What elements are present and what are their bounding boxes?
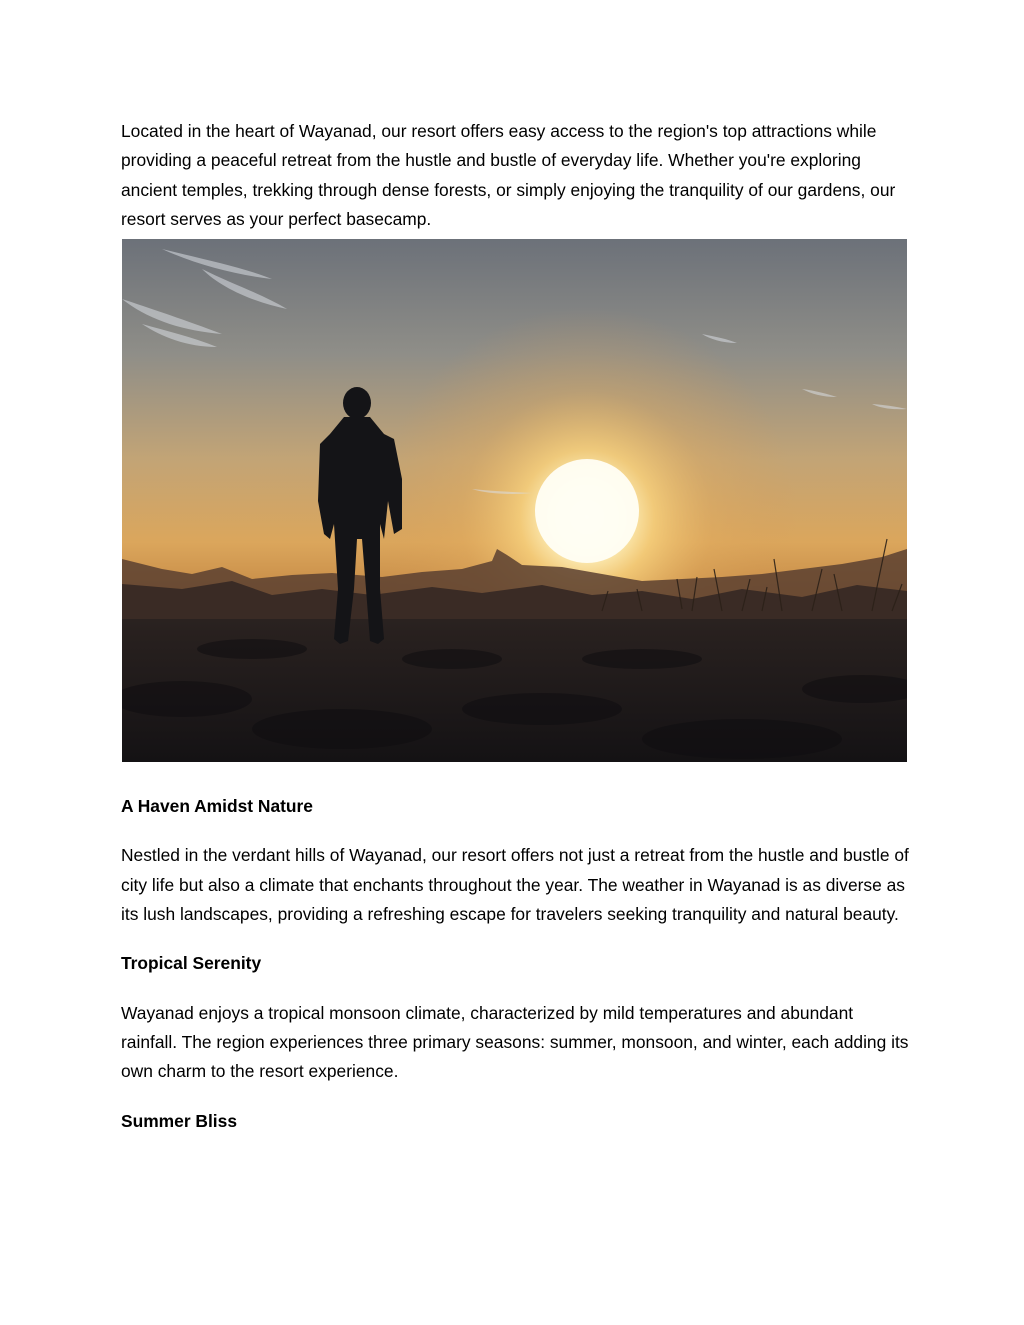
intro-paragraph: Located in the heart of Wayanad, our resort offers easy access to the region's top attractions while providing a peaceful retreat from the hustle and bustle of everyday life. Whether you're exploring ancient temples, trekking through dense forests, or simply enjoying the tranquility of our gardens, our resort serves as your perfect basecamp.	[121, 121, 896, 229]
section-heading-summer: Summer Bliss	[121, 1110, 237, 1131]
section-heading-tropical: Tropical Serenity	[121, 953, 262, 974]
section-heading-haven: A Haven Amidst Nature	[121, 796, 313, 817]
document-page	[121, 117, 911, 1136]
section-body-haven: Nestled in the verdant hills of Wayanad, our resort offers not just a retreat from the hustle and bustle of city life but also a climate that enchants throughout the year. The weather in Wayanad is as diverse as its lush landscapes, providing a refreshing escape for travelers seeking tranquility and natural beauty.	[121, 845, 909, 925]
section-body-tropical: Wayanad enjoys a tropical monsoon climate, characterized by mild temperatures and abundant rainfall. The region experiences three primary seasons: summer, monsoon, and winter, each adding its own charm to the resort experience.	[121, 1002, 909, 1082]
sunset-hiker-photo	[122, 239, 907, 762]
